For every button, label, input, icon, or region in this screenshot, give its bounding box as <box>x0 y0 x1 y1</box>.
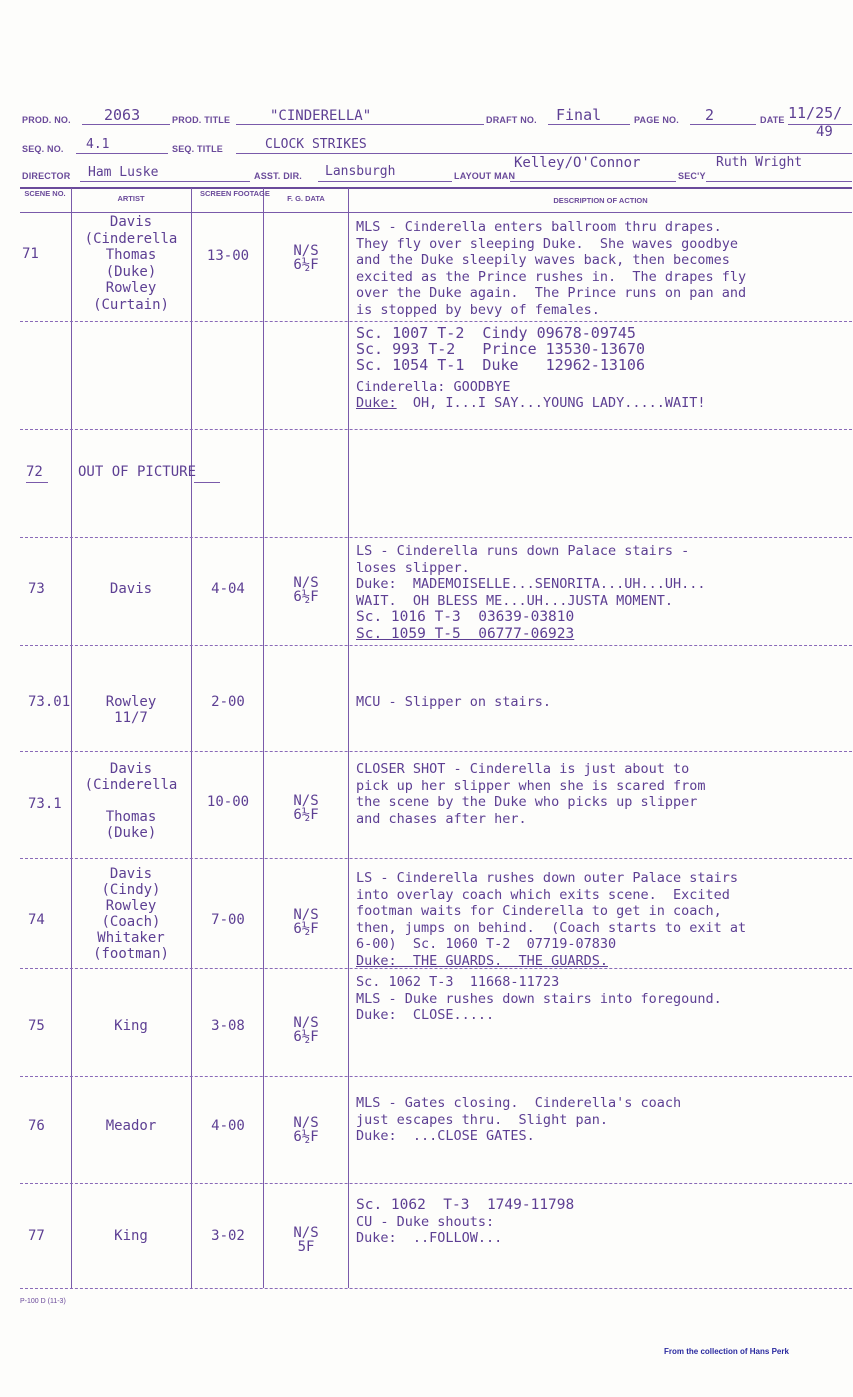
artist-cell: Davis (Cinderella Thomas (Duke) <box>84 761 178 841</box>
asst-dir-label: ASST. DIR. <box>254 171 303 181</box>
scene-number: 74 <box>28 912 45 928</box>
artist-cell: Rowley 11/7 <box>105 694 157 726</box>
artist-cell: OUT OF PICTURE <box>78 464 197 480</box>
description-cell: LS - Cinderella runs down Palace stairs - loses slipper. Duke: MADEMOISELLE...SENORITA...UH...UH... WAIT. OH BLESS ME...UH...JUSTA MOMENT. Sc. 1016 T-3 03639-03810 Sc. 1059 T-5 06777-06923 <box>356 543 706 642</box>
secy: Ruth Wright <box>716 155 803 170</box>
scene-number: 77 <box>28 1228 45 1244</box>
footage-cell: 4-04 <box>211 581 245 597</box>
draft-no: Final <box>556 106 602 124</box>
prod-no: 2063 <box>104 106 141 124</box>
fg-data-cell: N/S 6½F <box>293 1115 319 1145</box>
scene-number: 76 <box>28 1118 45 1134</box>
footage-cell: 7-00 <box>211 912 245 928</box>
layout-man: Kelley/O'Connor <box>514 155 641 171</box>
page-no-label: PAGE NO. <box>634 115 679 125</box>
col-screen-footage: SCREEN FOOTAGE <box>200 189 270 198</box>
col-scene-no: SCENE NO. <box>24 189 66 198</box>
scene-number: 71 <box>22 246 39 262</box>
artist-cell: King <box>114 1018 148 1034</box>
fg-data-cell: N/S 5F <box>293 1225 319 1255</box>
description-cell: MCU - Slipper on stairs. <box>356 694 552 710</box>
date-year: 49 <box>816 124 833 140</box>
prod-no-label: PROD. NO. <box>22 115 71 125</box>
artist-cell: Meador <box>105 1118 157 1134</box>
col-description: DESCRIPTION OF ACTION <box>553 196 648 205</box>
footage-cell: 3-02 <box>211 1228 245 1244</box>
description-cell: Sc. 1062 T-3 1749-11798 CU - Duke shouts: Duke: ..FOLLOW... <box>356 1197 575 1246</box>
director: Ham Luske <box>88 165 159 180</box>
layout-man-label: LAYOUT MAN <box>454 171 516 181</box>
secy-label: SEC'Y <box>678 171 706 181</box>
asst-dir: Lansburgh <box>325 164 396 179</box>
fg-data-cell: N/S 6½F <box>293 575 319 605</box>
prod-title: "CINDERELLA" <box>270 108 372 124</box>
page-no: 2 <box>705 106 715 124</box>
artist-cell: Davis (Cindy) Rowley (Coach) Whitaker (footman) <box>93 866 169 962</box>
footage-cell: 10-00 <box>206 794 250 810</box>
scene-number: 72 <box>26 464 43 480</box>
footage-cell: 3-08 <box>211 1018 245 1034</box>
fg-data-cell: N/S 6½F <box>293 793 319 823</box>
fg-data-cell: N/S 6½F <box>293 1015 319 1045</box>
description-cell: LS - Cinderella rushes down outer Palace stairs into overlay coach which exits scene. Excited footman waits for Cinderella to get in coach, then, jumps on behind. (Coach starts to exit at 6-00) Sc. 1060 T-2 07719-07830 Duke: THE GUARDS. THE GUARDS. <box>356 870 747 969</box>
seq-no: 4.1 <box>86 137 110 152</box>
director-label: DIRECTOR <box>22 171 71 181</box>
seq-title: CLOCK STRIKES <box>265 137 367 152</box>
prod-title-label: PROD. TITLE <box>172 115 231 125</box>
draft-no-label: DRAFT NO. <box>486 115 537 125</box>
description-cell: MLS - Gates closing. Cinderella's coach just escapes thru. Slight pan. Duke: ...CLOSE GATES. <box>356 1095 682 1144</box>
date: 11/25/ <box>788 104 843 122</box>
seq-no-label: SEQ. NO. <box>22 144 64 154</box>
collection-credit: From the collection of Hans Perk <box>664 1347 789 1356</box>
date-label: DATE <box>760 115 785 125</box>
col-artist: ARTIST <box>117 194 145 203</box>
artist-cell: King <box>114 1228 148 1244</box>
artist-cell: Davis <box>109 581 153 597</box>
scene-number: 75 <box>28 1018 45 1034</box>
col-fg-data: F. G. DATA <box>287 194 325 203</box>
scene-number: 73.1 <box>28 796 62 812</box>
description-cell: Sc. 1007 T-2 Cindy 09678-09745 Sc. 993 T-2 Prince 13530-13670 Sc. 1054 T-1 Duke 12962-13106 Cinderella: GOODBYE Duke: OH, I...I SAY...YOUNG LADY.....WAIT! <box>356 324 706 411</box>
seq-title-label: SEQ. TITLE <box>172 144 224 154</box>
scene-number: 73 <box>28 581 45 597</box>
description-cell: MLS - Cinderella enters ballroom thru drapes. They fly over sleeping Duke. She waves goodbye and the Duke sleepily waves back, then becomes excited as the Prince rushes in. The drapes fly over the Duke again. The Prince runs on pan and is stopped by bevy of females. <box>356 219 747 318</box>
form-number: P-100 D (11-3) <box>20 1298 66 1305</box>
description-cell: CLOSER SHOT - Cinderella is just about to pick up her slipper when she is scared from the scene by the Duke who picks up slipper and chases after her. <box>356 761 706 827</box>
fg-data-cell: N/S 6½F <box>293 243 319 273</box>
artist-cell: Davis (Cinderella Thomas (Duke) Rowley (Curtain) <box>84 214 178 313</box>
scene-number: 73.01 <box>28 694 71 710</box>
fg-data-cell: N/S 6½F <box>293 907 319 937</box>
footage-cell: 4-00 <box>211 1118 245 1134</box>
description-cell: Sc. 1062 T-3 11668-11723 MLS - Duke rushes down stairs into foregound. Duke: CLOSE..... <box>356 974 722 1023</box>
footage-cell: 2-00 <box>211 694 245 710</box>
footage-cell: 13-00 <box>206 248 250 264</box>
